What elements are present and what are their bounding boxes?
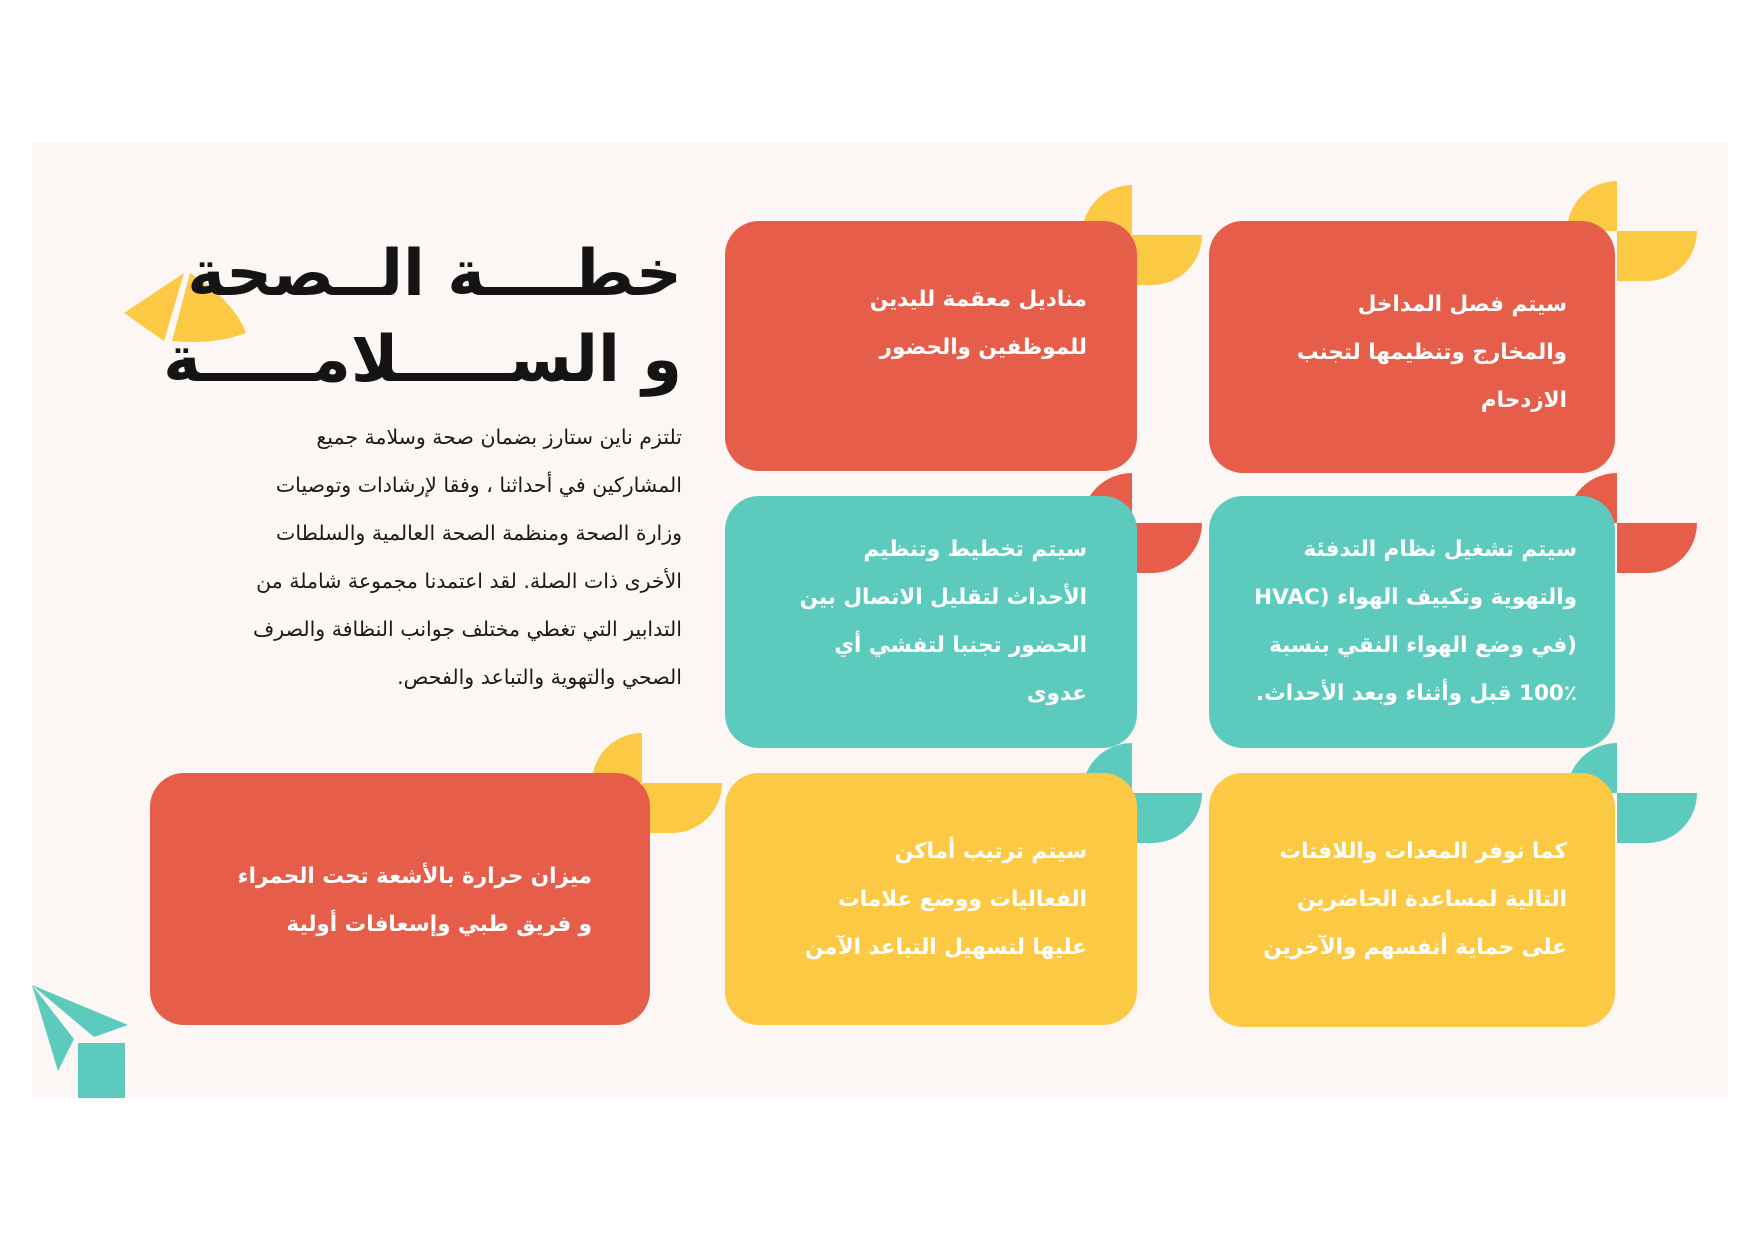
intro-line: تلتزم ناين ستارز بضمان صحة وسلامة جميع [316,425,682,449]
card-line: والتهوية وتكييف الهواء (HVAC [1254,585,1577,610]
card-line: عدوى [1026,681,1087,706]
card-line: الازدحام [1480,388,1567,413]
intro-line: وزارة الصحة ومنظمة الصحة العالمية والسلطات [276,521,682,545]
card-line: للموظفين والحضور [879,335,1087,360]
card-line: عليها لتسهيل التباعد الآمن [804,935,1087,960]
card-line: مناديل معقمة لليدين [869,287,1087,312]
card-line: الحضور تجنبا لتفشي أي [834,633,1087,658]
card-line: سيتم تخطيط وتنظيم [863,537,1087,562]
title-line-1: خطــــة الــصحة [187,237,682,311]
intro-line: التدابير التي تغطي مختلف جوانب النظافة والصرف [253,617,682,641]
card-line: 100٪ قبل وأثناء وبعد الأحداث. [1255,681,1577,706]
card-line: (في وضع الهواء النقي بنسبة [1269,633,1577,658]
arrow-shape-icon [32,985,132,1098]
card-line: التالية لمساعدة الحاضرين [1297,887,1567,912]
card-line: على حماية أنفسهم والآخرين [1263,935,1567,960]
card-line: سيتم تشغيل نظام التدفئة [1303,537,1577,562]
card-entrances [1209,221,1615,473]
card-equipment [1209,773,1615,1027]
intro-line: الأخرى ذات الصلة. لقد اعتمدنا مجموعة شاملة من [256,569,682,593]
card-event-planning [725,496,1137,748]
card-line: سيتم ترتيب أماكن [894,839,1087,864]
intro-line: الصحي والتهوية والتباعد والفحص. [397,665,682,689]
intro-paragraph [132,413,682,701]
intro-line: المشاركين في أحداثنا ، وفقا لإرشادات وتوصيات [275,473,682,497]
card-line: سيتم فصل المداخل [1357,292,1567,317]
card-venues [725,773,1137,1025]
title-line-2: و الســـــلامـــــة [163,323,682,397]
slide-panel [32,143,1728,1098]
card-line: والمخارج وتنظيمها لتجنب [1296,340,1567,365]
card-line: الأحداث لتقليل الاتصال بين [799,585,1087,610]
card-hand-wipes [725,221,1137,471]
card-thermometer [150,773,650,1025]
page-title [163,231,682,403]
card-line: و فريق طبي وإسعافات أولية [286,912,592,937]
card-line: الفعاليات ووضع علامات [838,887,1087,912]
card-line: كما نوفر المعدات واللافتات [1279,839,1567,864]
card-line: ميزان حرارة بالأشعة تحت الحمراء [237,864,592,889]
card-hvac [1209,496,1615,748]
